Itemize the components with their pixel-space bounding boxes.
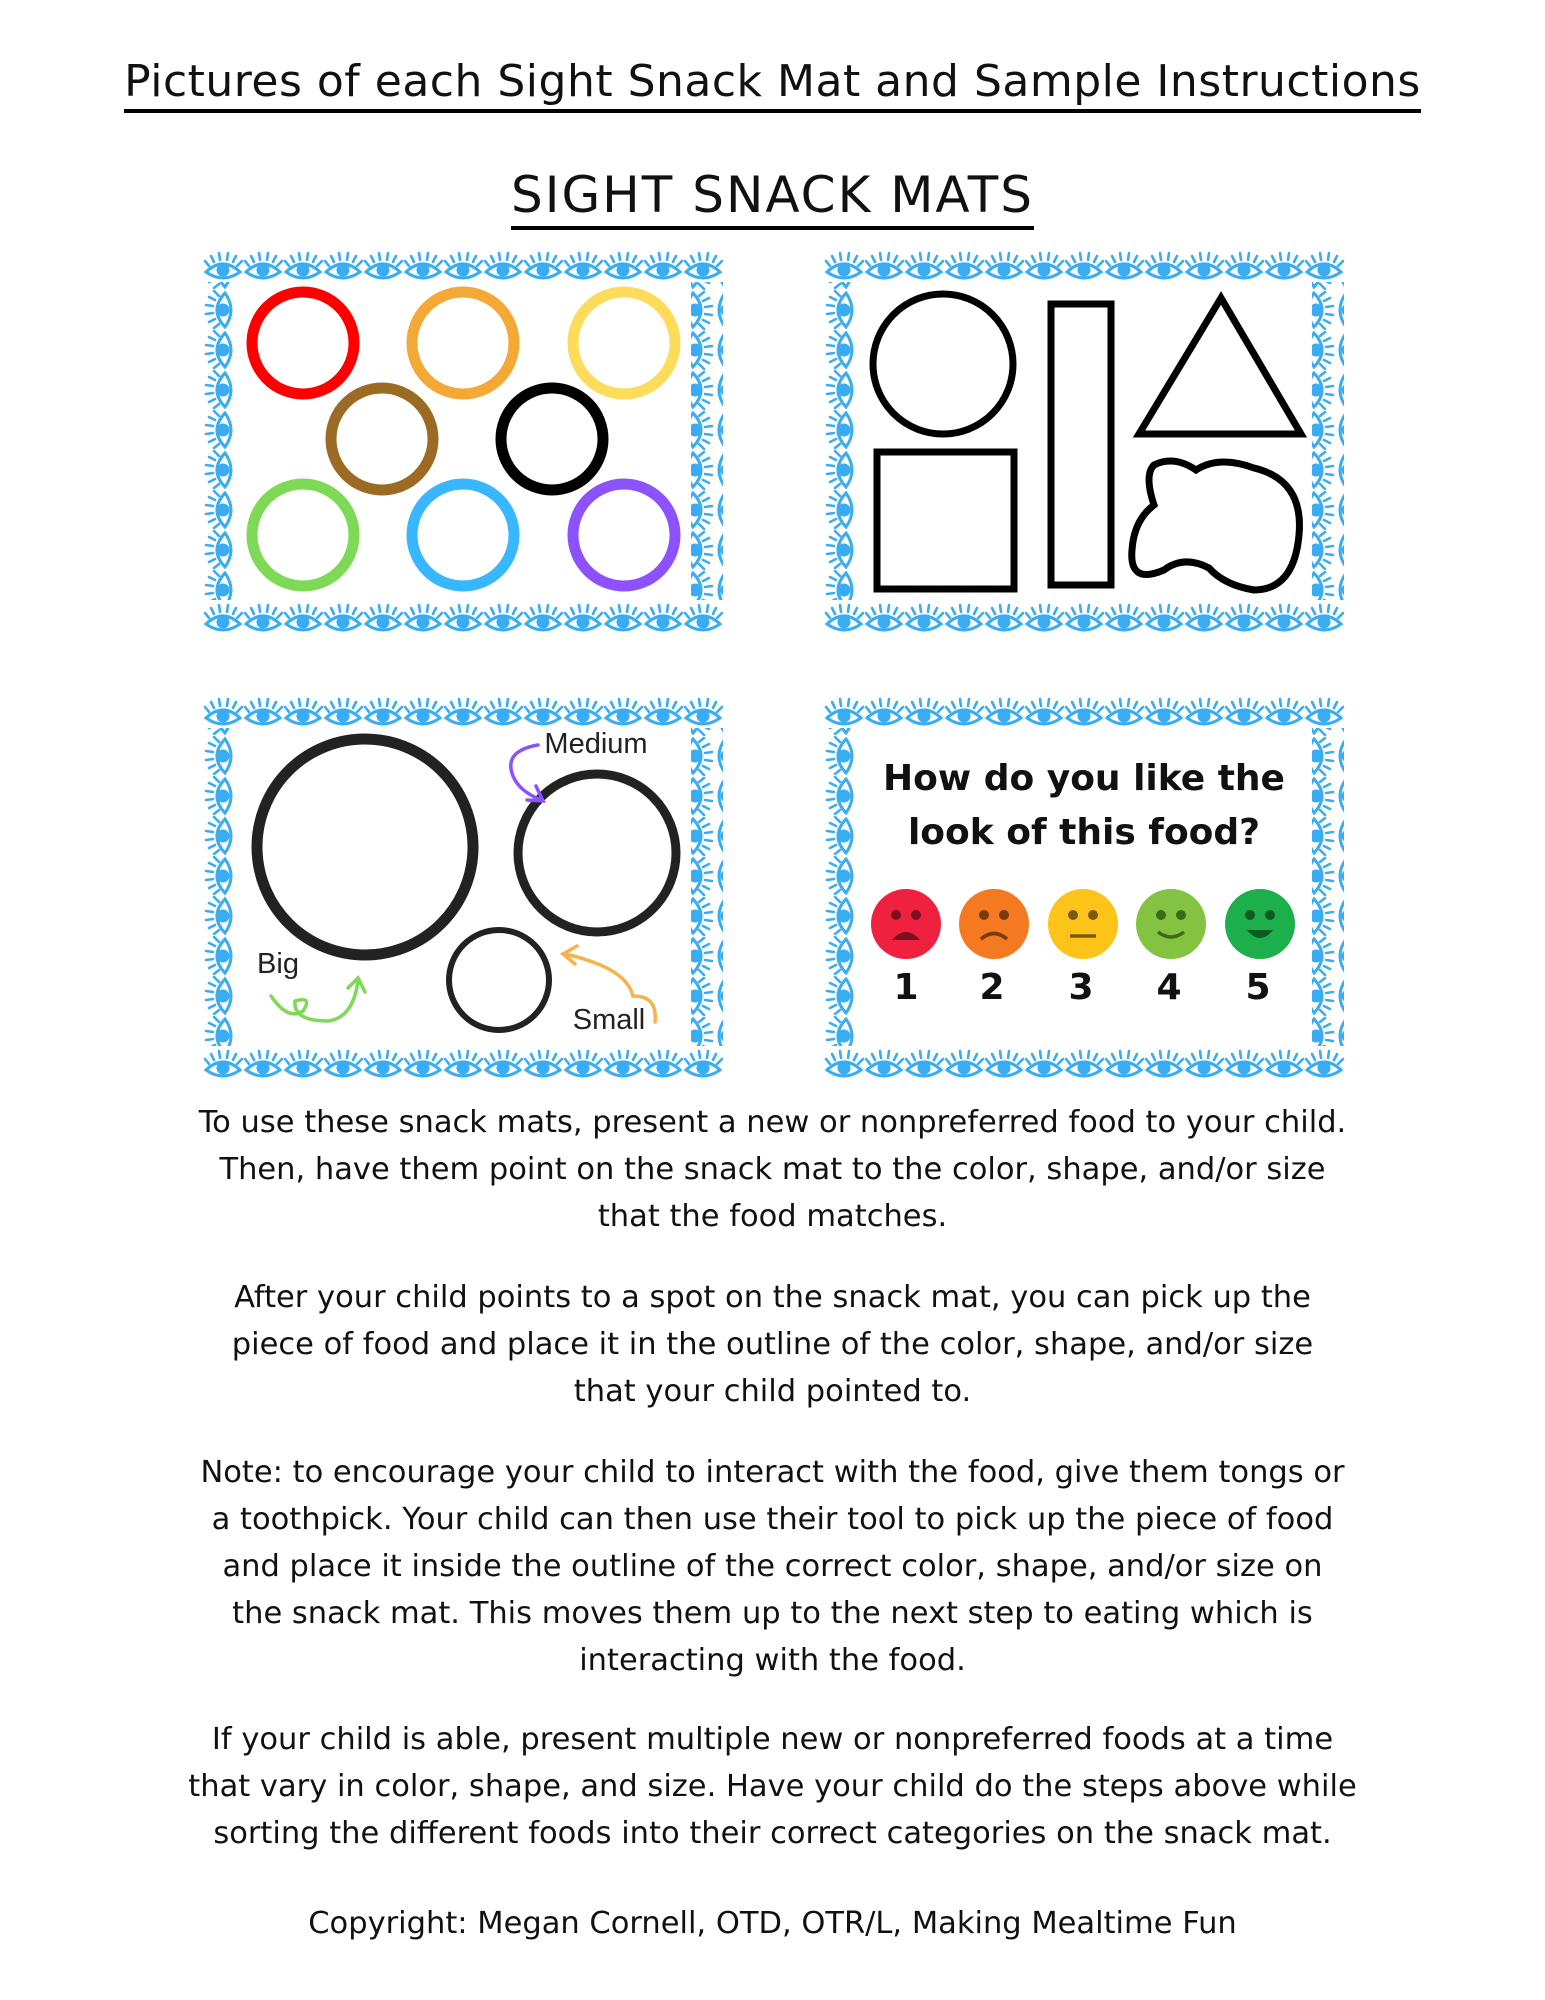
face-3-neutral-icon — [1048, 889, 1118, 959]
medium-label: Medium — [544, 728, 648, 760]
instruction-paragraph-1 — [100, 1099, 1445, 1240]
green-arrow-icon — [271, 978, 365, 1021]
square-shape — [877, 452, 1014, 589]
text-line: To use these snack mats, present a new or nonpreferred food to your child. — [198, 1105, 1347, 1140]
eye-border-icon — [203, 250, 723, 632]
text-line: and place it inside the outline of the correct color, shape, and/or size on — [222, 1549, 1323, 1584]
big-circle — [257, 739, 473, 955]
rating-4: 4 — [1156, 967, 1182, 1008]
rating-1: 1 — [893, 967, 919, 1008]
shape-snack-mat — [824, 250, 1344, 632]
red-circle — [252, 292, 354, 394]
rating-2: 2 — [979, 967, 1005, 1008]
yellow-circle — [573, 292, 675, 394]
copyright — [100, 1900, 1445, 1947]
triangle-shape — [1139, 298, 1301, 434]
rating-3: 3 — [1068, 967, 1094, 1008]
page-title — [0, 56, 1545, 107]
face-1-very-sad-icon — [871, 889, 941, 959]
text-line: Note: to encourage your child to interact with the food, give them tongs or — [200, 1455, 1345, 1490]
copyright-text: Copyright: Megan Cornell, OTD, OTR/L, Making Mealtime Fun — [308, 1906, 1237, 1941]
text-line: Then, have them point on the snack mat to the color, shape, and/or size — [219, 1152, 1326, 1187]
black-circle — [501, 388, 603, 490]
text-line: that vary in color, shape, and size. Have your child do the steps above while — [188, 1769, 1357, 1804]
text-line: the snack mat. This moves them up to the next step to eating which is — [232, 1596, 1313, 1631]
question-line-1: How do you like the — [883, 758, 1285, 799]
text-line: a toothpick. Your child can then use their tool to pick up the piece of food — [211, 1502, 1334, 1537]
small-circle — [449, 930, 549, 1030]
big-label: Big — [257, 948, 299, 980]
face-4-happy-icon — [1136, 889, 1206, 959]
text-line: sorting the different foods into their correct categories on the snack mat. — [213, 1816, 1332, 1851]
brown-circle — [331, 388, 433, 490]
section-title-text: SIGHT SNACK MATS — [511, 166, 1034, 230]
color-snack-mat — [203, 250, 723, 632]
purple-arrow-icon — [511, 745, 543, 801]
rating-5: 5 — [1245, 967, 1271, 1008]
text-line: that your child pointed to. — [573, 1374, 972, 1409]
size-snack-mat — [203, 696, 723, 1078]
text-line: If your child is able, present multiple new or nonpreferred foods at a time — [211, 1722, 1334, 1757]
rectangle-shape — [1051, 304, 1111, 585]
circle-shape — [873, 294, 1013, 434]
question-line-2: look of this food? — [907, 812, 1261, 853]
page-title-text: Pictures of each Sight Snack Mat and Sample Instructions — [124, 56, 1421, 113]
blob-shape — [1132, 461, 1300, 590]
text-line: After your child points to a spot on the snack mat, you can pick up the — [234, 1280, 1311, 1315]
instruction-paragraph-2 — [100, 1274, 1445, 1415]
eye-border-icon — [824, 696, 1344, 1078]
green-circle — [252, 484, 354, 586]
face-5-very-happy-icon — [1225, 889, 1295, 959]
purple-circle — [573, 484, 675, 586]
text-line: that the food matches. — [597, 1199, 948, 1234]
orange-circle — [412, 292, 514, 394]
blue-circle — [412, 484, 514, 586]
rating-snack-mat — [824, 696, 1344, 1078]
instruction-paragraph-3 — [100, 1449, 1445, 1684]
face-2-sad-icon — [959, 889, 1029, 959]
small-label: Small — [572, 1004, 646, 1036]
instruction-paragraph-4 — [100, 1716, 1445, 1857]
section-title — [0, 166, 1545, 224]
text-line: interacting with the food. — [579, 1643, 966, 1678]
text-line: piece of food and place it in the outline of the color, shape, and/or size — [231, 1327, 1314, 1362]
